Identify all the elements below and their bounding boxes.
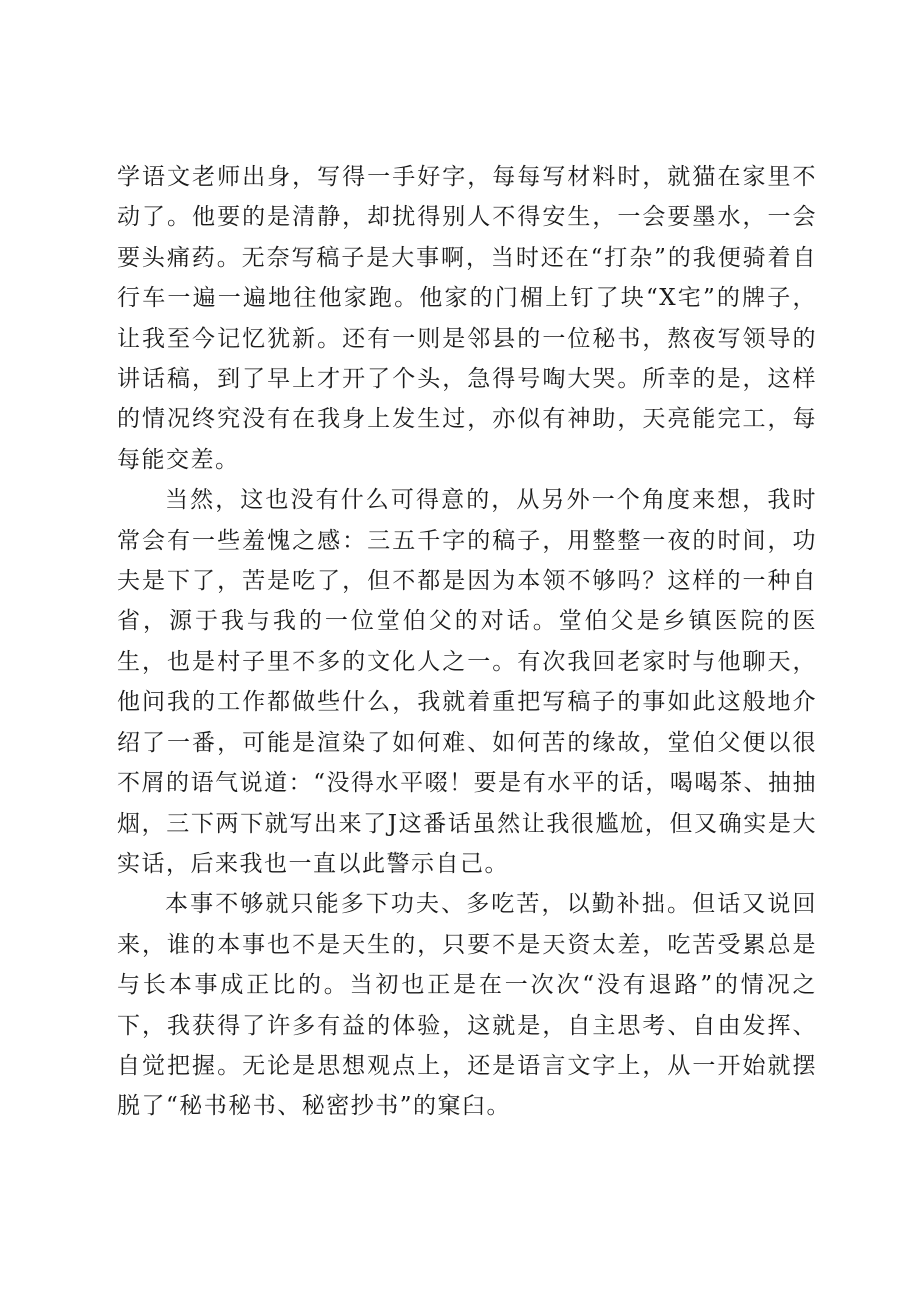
paragraph-2: 当然，这也没有什么可得意的，从另外一个角度来想，我时常会有一些羞愧之感：三五千字的稿子，用整整一夜的时间，功夫是下了，苦是吃了，但不都是因为本领不够吗？这样的一种自省，源于我与我的一位堂伯父的对话。堂伯父是乡镇医院的医生，也是村子里不多的文化人之一。有次我回老家时与他聊天，他问我的工作都做些什么，我就着重把写稿子的事如此这般地介绍了一番，可能是渲染了如何难、如何苦的缘故，堂伯父便以很不屑的语气说道：“没得水平啜！要是有水平的话，喝喝茶、抽抽烟，三下两下就写出来了J这番话虽然让我很尴尬，但又确实是大实话，后来我也一直以此警示自己。	[117, 487, 817, 877]
body-text	[117, 157, 817, 1127]
paragraph-1: 学语文老师出身，写得一手好字，每每写材料时，就猫在家里不动了。他要的是清静，却扰得别人不得安生，一会要墨水，一会要头痛药。无奈写稿子是大事啊，当时还在“打杂”的我便骑着自行车一遍一遍地往他家跑。他家的门楣上钉了块“X宅”的牌子，让我至今记忆犹新。还有一则是邻县的一位秘书，熬夜写领导的讲话稿，到了早上才开了个头，急得号啕大哭。所幸的是，这样的情况终究没有在我身上发生过，亦似有神助，天亮能完工，每每能交差。	[117, 164, 817, 473]
paragraph-3: 本事不够就只能多下功夫、多吃苦，以勤补拙。但话又说回来，谁的本事也不是天生的，只要不是天资太差，吃苦受累总是与长本事成正比的。当初也正是在一次次“没有退路”的情况之下，我获得了许多有益的体验，这就是，自主思考、自由发挥、自觉把握。无论是思想观点上，还是语言文字上，从一开始就摆脱了“秘书秘书、秘密抄书”的窠臼。	[117, 891, 817, 1120]
